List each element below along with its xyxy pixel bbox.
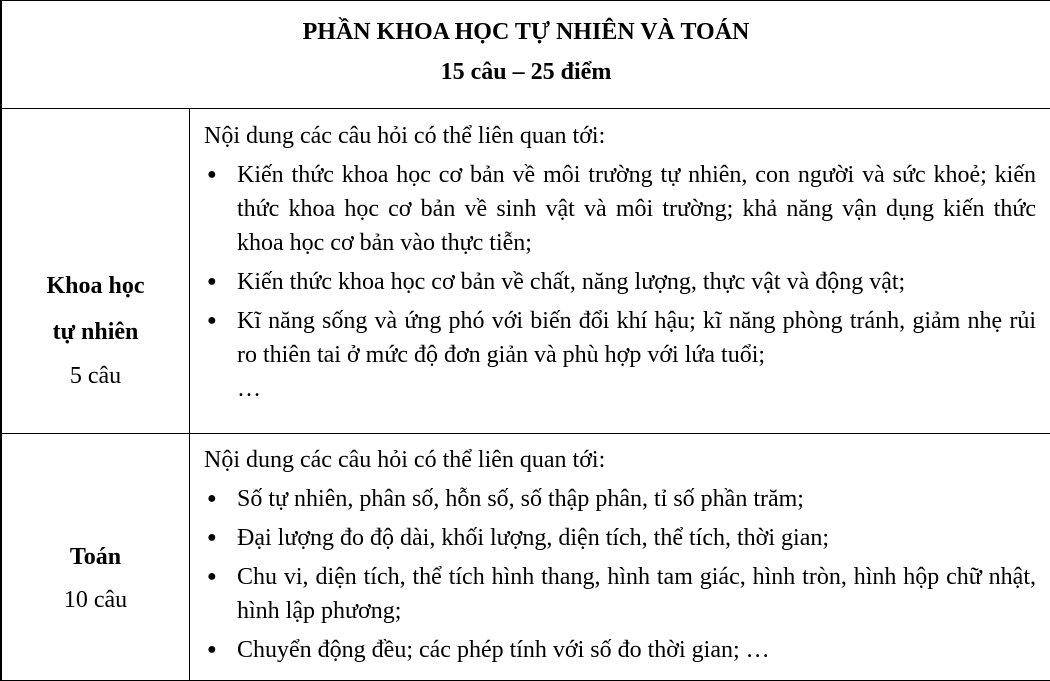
list-item: ● Chu vi, diện tích, thể tích hình thang, hình tam giác, hình tròn, hình hộp chữ nhật, hình lập phương; [204,560,1036,628]
row-divider [2,108,1050,109]
content-intro: Nội dung các câu hỏi có thể liên quan tới: [204,447,606,473]
content-cell-math [190,443,1050,667]
list-item: ● Chuyển động đều; các phép tính với số đo thời gian; … [204,633,1036,667]
list-item: ● Số tự nhiên, phân số, hỗn số, số thập phân, tỉ số phần trăm; [204,482,1036,516]
bullet-icon: ● [207,641,217,658]
bullet-icon: ● [207,568,217,585]
subject-name: Toán [69,544,122,570]
section-subtitle: 15 câu – 25 điểm [440,59,612,85]
list-item: ● Kĩ năng sống và ứng phó với biến đổi khí hậu; kĩ năng phòng tránh, giảm nhẹ rủi ro thiên tai ở mức độ đơn giản và phù hợp với lứa tuổi; [204,304,1036,372]
content-cell-science [190,119,1050,406]
topic-list [204,158,1036,372]
bullet-icon: ● [207,490,217,507]
section-title: PHẦN KHOA HỌC TỰ NHIÊN VÀ TOÁN [302,19,750,45]
bullet-icon: ● [207,166,217,183]
subject-cell-science [2,263,189,397]
list-item: ● Kiến thức khoa học cơ bản về môi trường tự nhiên, con người và sức khoẻ; kiến thức khoa học cơ bản về sinh vật và môi trường; khả năng vận dụng kiến thức khoa học cơ bản vào thực tiễn; [204,158,1036,260]
subject-cell-math [2,535,189,621]
continuation-ellipsis: … [237,376,261,402]
content-intro: Nội dung các câu hỏi có thể liên quan tới: [204,123,606,149]
topic-list [204,482,1036,667]
list-item: ● Kiến thức khoa học cơ bản về chất, năng lượng, thực vật và động vật; [204,265,1036,299]
list-item: ● Đại lượng đo độ dài, khối lượng, diện tích, thể tích, thời gian; [204,521,1036,555]
question-count: 10 câu [63,587,128,613]
bullet-icon: ● [207,529,217,546]
bullet-icon: ● [207,273,217,290]
question-count: 5 câu [69,363,122,389]
table-header [2,1,1050,108]
subject-name: Khoa học [46,273,145,299]
bullet-icon: ● [207,312,217,329]
subject-name: tự nhiên [52,319,139,345]
row-divider [2,433,1050,434]
